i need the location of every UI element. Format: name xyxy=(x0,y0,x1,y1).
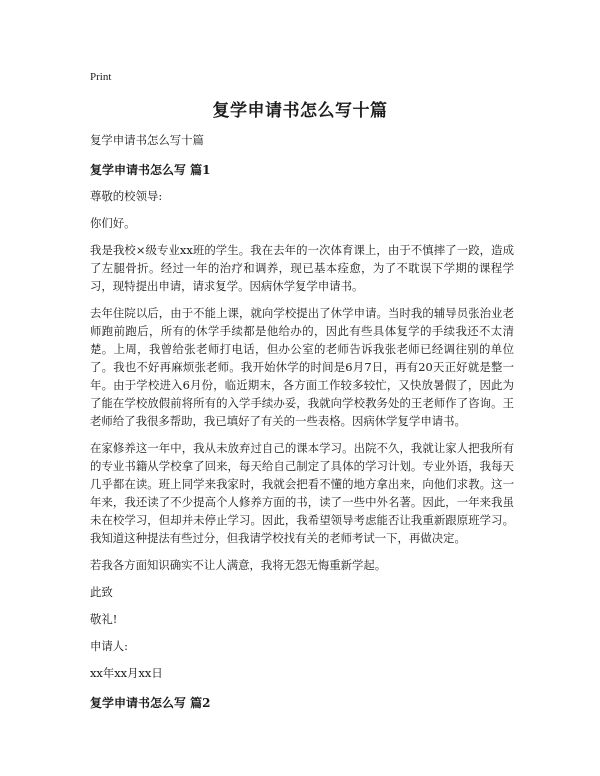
print-link[interactable]: Print xyxy=(90,71,112,83)
date-line: xx年xx月xx日 xyxy=(90,666,163,680)
document-body xyxy=(90,131,514,720)
greeting: 尊敬的校领导: xyxy=(90,189,163,203)
hello-line: 你们好。 xyxy=(90,216,136,230)
closing-line: 此致 xyxy=(90,585,113,599)
section-heading-2: 复学申请书怎么写 篇2 xyxy=(90,696,211,710)
document-subtitle: 复学申请书怎么写十篇 xyxy=(90,133,204,147)
body-paragraph: 在家修养这一年中，我从未放弃过自己的课本学习。出院不久，我就让家人把我所有的专业书籍从学校拿了回来，每天给自己制定了具体的学习计划。专业外语，我每天几乎都在读。班上同学来我家时，我就会把看不懂的地方拿出来，向他们求教。这一年来，我还读了不少提高个人修养方面的书，读了一些中外名著。因此，一年来我虽未在校学习，但却并未停止学习。因此，我希望领导考虑能否让我重新跟原班学习。我知道这种提法有些过分，但我请学校找有关的老师考试一下，再做决定。 xyxy=(90,441,514,545)
body-paragraph: 若我各方面知识确实不让人满意，我将无怨无悔重新学起。 xyxy=(90,558,387,572)
salute-line: 敬礼! xyxy=(90,612,118,626)
applicant-line: 申请人: xyxy=(90,639,129,653)
body-paragraph: 去年住院以后，由于不能上课，就向学校提出了休学申请。当时我的辅导员张治业老师跑前跑后，所有的休学手续都是他给办的，因此有些具体复学的手续我还不太清楚。上周，我曾给张老师打电话，但办公室的老师告诉我张老师已经调往别的单位了。我也不好再麻烦张老师。我开始休学的时间是6月7日，再有20天正好就是整一年。由于学校进入6月份，临近期末，各方面工作较多较忙，又快放暑假了，因此为了能在学校放假前将所有的入学手续办妥，我就向学校教务处的王老师作了咨询。王老师给了我很多帮助，我已填好了有关的一些表格。因病休学复学申请书。 xyxy=(90,306,514,428)
body-paragraph: 我是我校×级专业xx班的学生。我在去年的一次体育课上，由于不慎摔了一跤，造成了左腿骨折。经过一年的治疗和调养，现已基本痊愈，为了不耽误下学期的课程学习，现特提出申请，请求复学。因病休学复学申请书。 xyxy=(90,243,514,293)
section-heading-1: 复学申请书怎么写 篇1 xyxy=(90,163,211,177)
document-title: 复学申请书怎么写十篇 xyxy=(212,101,388,121)
